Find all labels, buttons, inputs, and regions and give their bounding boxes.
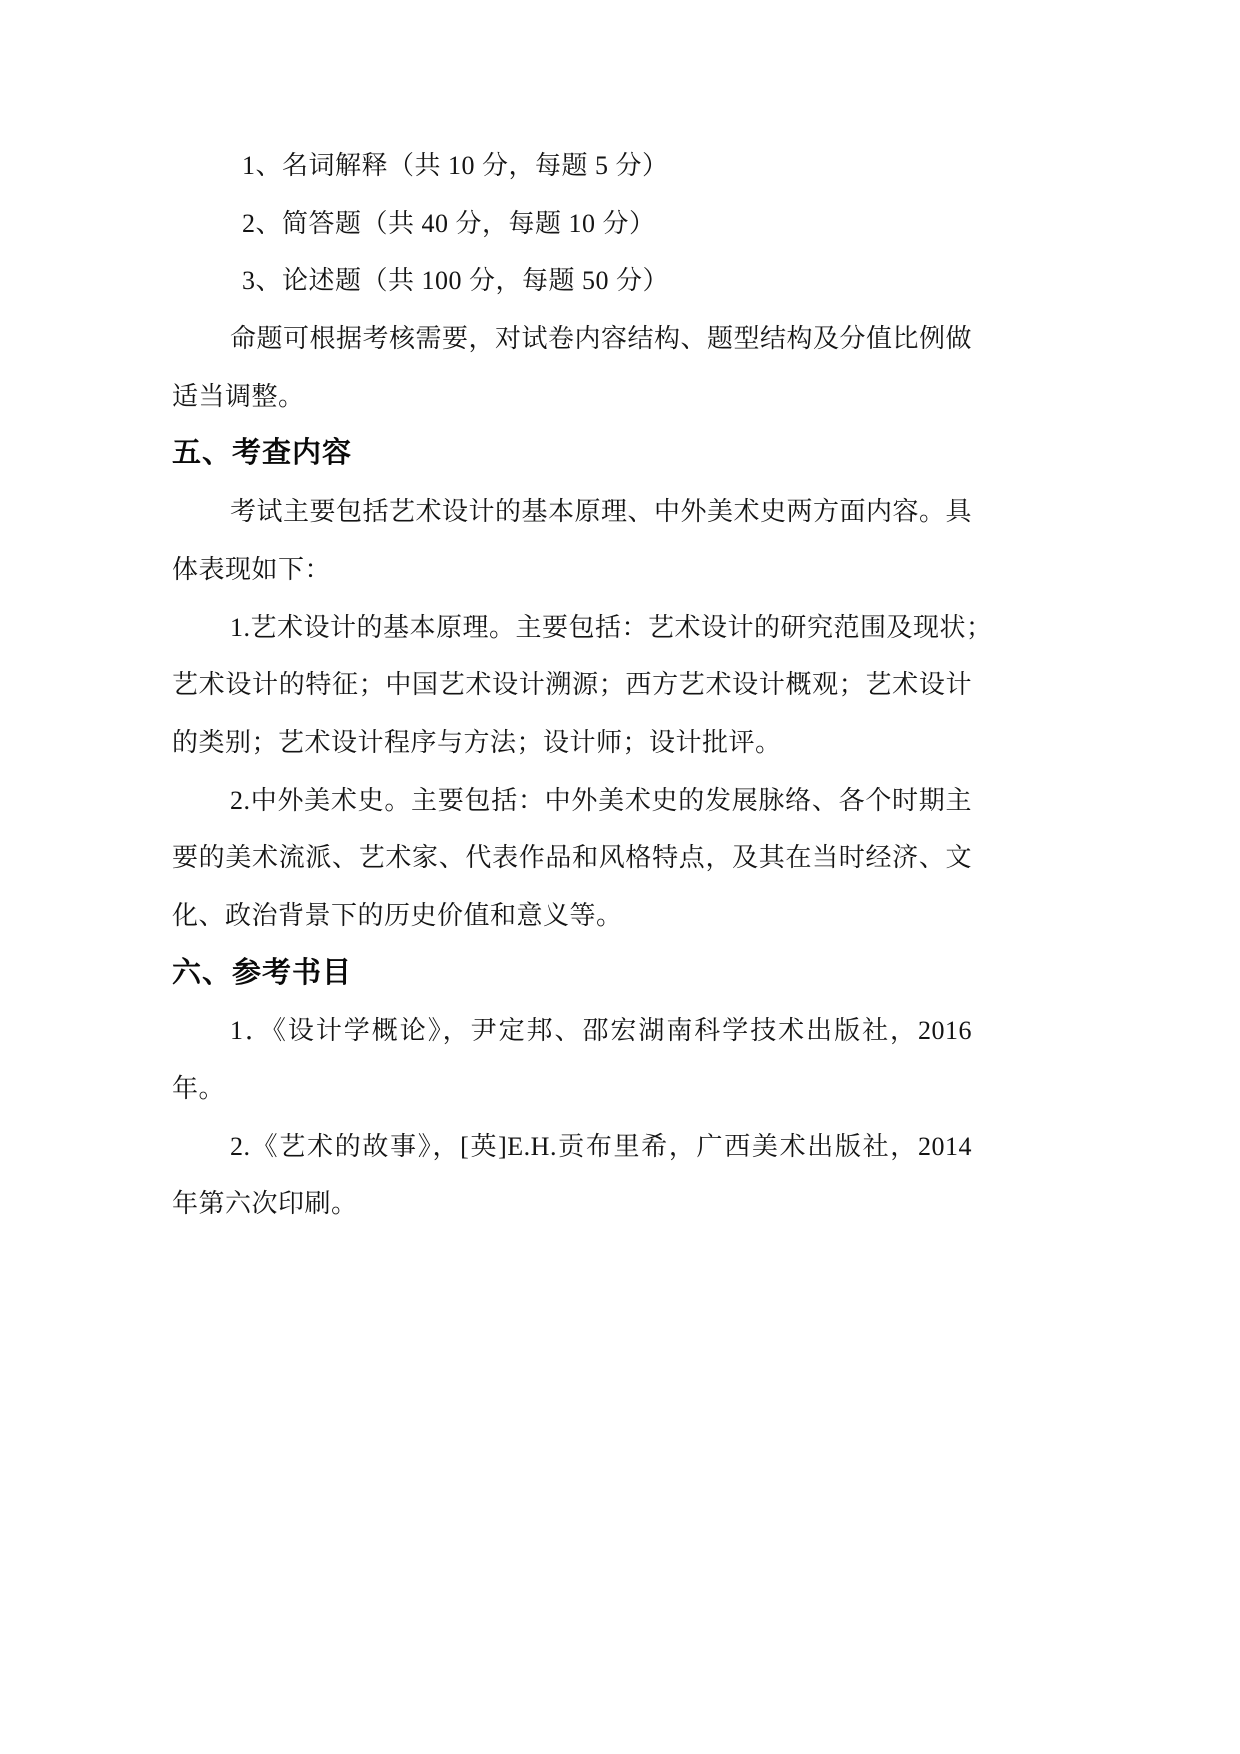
section5-point1-line: 1.艺术设计的基本原理。主要包括：艺术设计的研究范围及现状； <box>230 612 993 642</box>
section5-point1-line: 艺术设计的特征；中国艺术设计溯源；西方艺术设计概观；艺术设计 <box>172 670 972 700</box>
reference2-line: 2.《艺术的故事》，[英]E.H.贡布里希，广西美术出版社，2014 <box>230 1131 972 1161</box>
section5-point2-line: 化、政治背景下的历史价值和意义等。 <box>172 900 623 930</box>
reference2-line: 年第六次印刷。 <box>172 1189 358 1219</box>
question-type-item-2: 2、简答题（共 40 分，每题 10 分） <box>242 208 656 238</box>
section5-point2-line: 要的美术流派、艺术家、代表作品和风格特点，及其在当时经济、文 <box>172 843 972 873</box>
document-content <box>172 137 993 1233</box>
section-heading-references: 六、参考书目 <box>172 956 353 989</box>
section-heading-exam-content: 五、考查内容 <box>172 437 353 470</box>
question-type-item-3: 3、论述题（共 100 分，每题 50 分） <box>242 266 670 296</box>
reference1-line: 年。 <box>172 1074 226 1103</box>
question-type-item-1: 1、名词解释（共 10 分，每题 5 分） <box>242 151 669 180</box>
section5-point2-line: 2.中外美术史。主要包括：中外美术史的发展脉络、各个时期主 <box>230 785 972 815</box>
reference1-line: 1．《设计学概论》，尹定邦、邵宏湖南科学技术出版社，2016 <box>230 1016 972 1046</box>
section5-point1-line: 的类别；艺术设计程序与方法；设计师；设计批评。 <box>172 727 782 757</box>
section5-intro-line: 考试主要包括艺术设计的基本原理、中外美术史两方面内容。具 <box>230 497 973 527</box>
adjustment-note-line: 适当调整。 <box>172 381 305 411</box>
section5-intro-line: 体表现如下： <box>172 554 332 584</box>
adjustment-note-line: 命题可根据考核需要，对试卷内容结构、题型结构及分值比例做 <box>230 324 973 354</box>
